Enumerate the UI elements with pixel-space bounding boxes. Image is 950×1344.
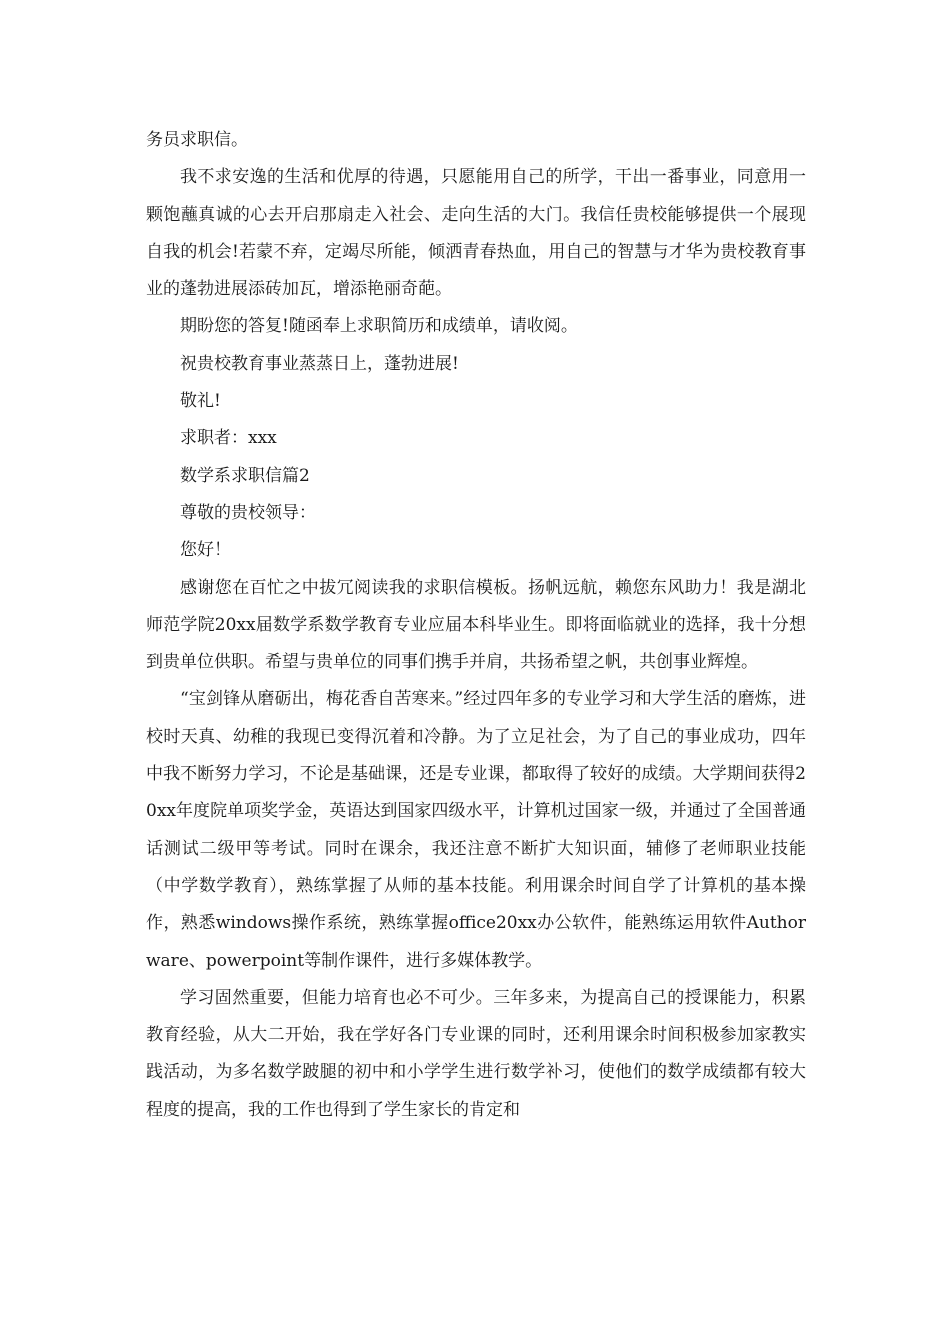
paragraph: “宝剑锋从磨砺出，梅花香自苦寒来。”经过四年多的专业学习和大学生活的磨炼，进校时天真、幼稚的我现已变得沉着和冷静。为了立足社会，为了自己的事业成功，四年中我不断努力学习，不论是基础课，还是专业课，都取得了较好的成绩。大学期间获得20xx年度院单项奖学金，英语达到国家四级水平，计算机过国家一级，并通过了全国普通话测试二级甲等考试。同时在课余，我还注意不断扩大知识面，辅修了老师职业技能（中学数学教育），熟练掌握了从师的基本技能。利用课余时间自学了计算机的基本操作，熟悉windows操作系统，熟练掌握office20xx办公软件，能熟练运用软件Authorware、powerpoint等制作课件，进行多媒体教学。: [146, 689, 806, 971]
paragraph: 期盼您的答复!随函奉上求职简历和成绩单，请收阅。: [180, 316, 578, 337]
section-heading: 数学系求职信篇2: [180, 465, 310, 486]
paragraph: 感谢您在百忙之中拔冗阅读我的求职信模板。扬帆远航，赖您东风助力！我是湖北师范学院20xx届数学系数学教育专业应届本科毕业生。即将面临就业的选择，我十分想到贵单位供职。希望与贵单位的同事们携手并肩，共扬希望之帆，共创事业辉煌。: [146, 577, 806, 673]
greeting: 您好！: [180, 540, 231, 561]
paragraph: 我不求安逸的生活和优厚的待遇，只愿能用自己的所学，干出一番事业，同意用一颗饱蘸真诚的心去开启那扇走入社会、走向生活的大门。我信任贵校能够提供一个展现自我的机会!若蒙不弃，定竭尽所能，倾洒青春热血，用自己的智慧与才华为贵校教育事业的蓬勃进展添砖加瓦，增添艳丽奇葩。: [146, 167, 806, 300]
salutation: 尊敬的贵校领导：: [180, 502, 316, 523]
paragraph: 务员求职信。: [146, 130, 248, 150]
signature-line: 求职者：xxx: [180, 428, 277, 449]
paragraph: 学习固然重要，但能力培育也必不可少。三年多来，为提高自己的授课能力，积累教育经验，从大二开始，我在学好各门专业课的同时，还利用课余时间积极参加家教实践活动，为多名数学跛腿的初中和小学学生进行数学补习，使他们的数学成绩都有较大程度的提高，我的工作也得到了学生家长的肯定和: [146, 987, 806, 1120]
letter-body: [146, 122, 806, 1129]
paragraph: 祝贵校教育事业蒸蒸日上，蓬勃进展!: [180, 353, 459, 374]
closing-salute: 敬礼!: [180, 391, 221, 412]
